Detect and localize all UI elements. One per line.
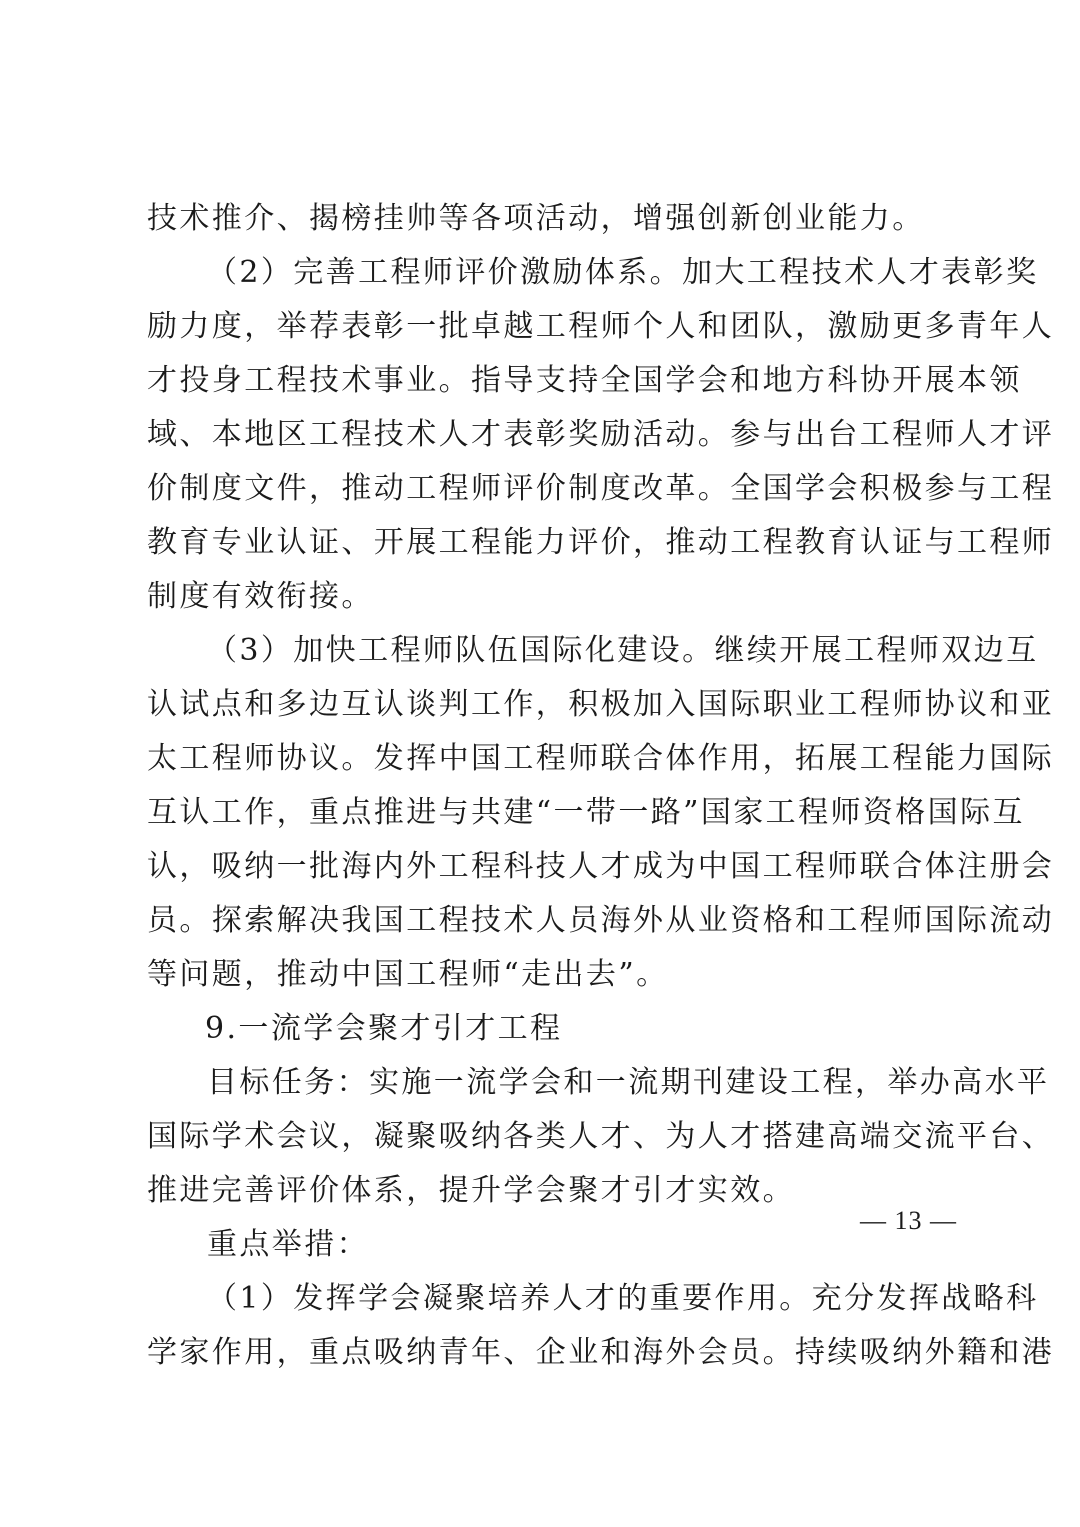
text-line: 才投身工程技术事业。指导支持全国学会和地方科协开展本领 xyxy=(147,363,1022,398)
text-line: 认，吸纳一批海内外工程科技人才成为中国工程师联合体注册会 xyxy=(147,849,1055,884)
text-line: 员。探索解决我国工程技术人员海外从业资格和工程师国际流动 xyxy=(147,903,1055,938)
text-line: 价制度文件，推动工程师评价制度改革。全国学会积极参与工程 xyxy=(147,471,1055,506)
text-line: 制度有效衔接。 xyxy=(147,579,374,614)
body-text xyxy=(147,192,1055,1380)
text-line: 励力度，举荐表彰一批卓越工程师个人和团队，激励更多青年人 xyxy=(147,309,1055,344)
text-line: 目标任务：实施一流学会和一流期刊建设工程，举办高水平 xyxy=(207,1065,1050,1100)
text-line: （2）完善工程师评价激励体系。加大工程技术人才表彰奖 xyxy=(207,255,1039,290)
section-heading: 9.一流学会聚才引才工程 xyxy=(205,1011,563,1046)
text-line: （1）发挥学会凝聚培养人才的重要作用。充分发挥战略科 xyxy=(207,1281,1039,1316)
text-line: 教育专业认证、开展工程能力评价，推动工程教育认证与工程师 xyxy=(147,525,1055,560)
text-line: 技术推介、揭榜挂帅等各项活动，增强创新创业能力。 xyxy=(147,201,925,236)
page-number: — 13 — xyxy=(860,1206,957,1235)
text-line: 重点举措： xyxy=(207,1227,369,1262)
text-line: 推进完善评价体系，提升学会聚才引才实效。 xyxy=(147,1173,795,1208)
text-line: 太工程师协议。发挥中国工程师联合体作用，拓展工程能力国际 xyxy=(147,741,1055,776)
text-line: 国际学术会议，凝聚吸纳各类人才、为人才搭建高端交流平台、 xyxy=(147,1119,1055,1154)
text-line: 互认工作，重点推进与共建“一带一路”国家工程师资格国际互 xyxy=(147,795,1025,830)
text-line: （3）加快工程师队伍国际化建设。继续开展工程师双边互 xyxy=(207,633,1039,668)
text-line: 域、本地区工程技术人才表彰奖励活动。参与出台工程师人才评 xyxy=(147,417,1055,452)
text-line: 等问题，推动中国工程师“走出去”。 xyxy=(147,957,669,992)
text-line: 学家作用，重点吸纳青年、企业和海外会员。持续吸纳外籍和港 xyxy=(147,1335,1055,1370)
text-line: 认试点和多边互认谈判工作，积极加入国际职业工程师协议和亚 xyxy=(147,687,1055,722)
